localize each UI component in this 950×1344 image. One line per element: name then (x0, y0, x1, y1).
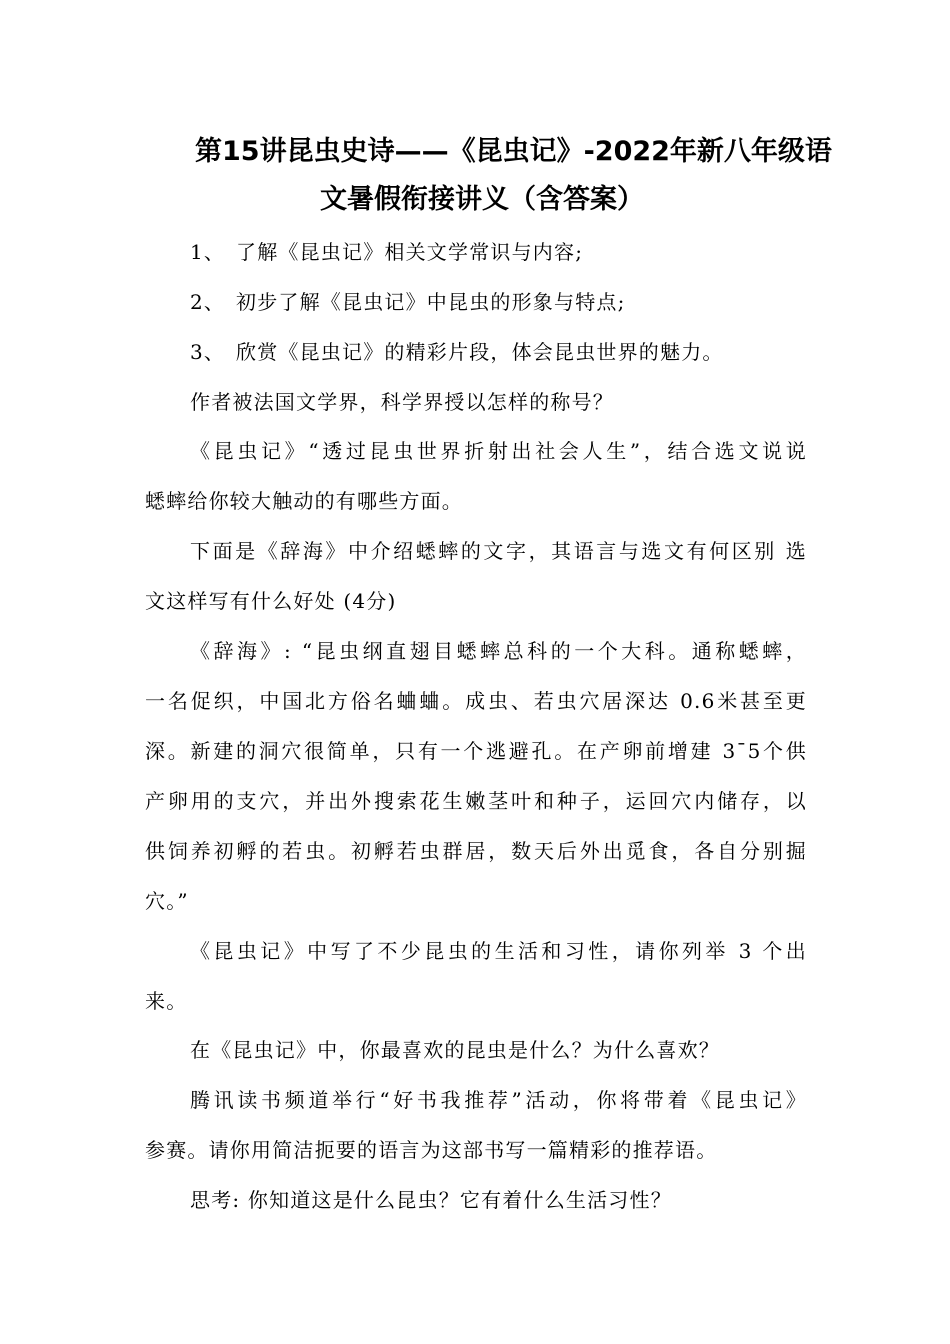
cihai-quote-line-6: 穴。” (145, 889, 189, 913)
question-6-line-2: 参赛。请你用简洁扼要的语言为这部书写一篇精彩的推荐语。 (145, 1138, 718, 1162)
question-1: 作者被法国文学界，科学界授以怎样的称号？ (190, 390, 614, 414)
question-3-line-1: 下面是《辞海》中介绍蟋蟀的文字，其语言与选文有何区别 选 (190, 539, 807, 563)
document-title-line-1: 第15讲昆虫史诗——《昆虫记》-2022年新八年级语 (195, 136, 832, 167)
objective-text: 欣赏《昆虫记》的精彩片段，体会昆虫世界的魅力。 (236, 340, 724, 364)
question-7: 思考: 你知道这是什么昆虫？它有着什么生活习性？ (190, 1188, 672, 1212)
question-2-line-1: 《昆虫记》“透过昆虫世界折射出社会人生”，结合选文说说 (190, 439, 807, 463)
document-title-line-2: 文暑假衔接讲义（含答案） (320, 184, 644, 215)
objective-text: 了解《昆虫记》相关文学常识与内容; (236, 240, 584, 264)
question-2-line-2: 蟋蟀给你较大触动的有哪些方面。 (145, 489, 463, 513)
objective-number: 1、 (190, 240, 226, 264)
cihai-quote-line-4: 产卵用的支穴，并出外搜索花生嫩茎叶和种子，运回穴内储存，以 (145, 789, 807, 813)
objective-text: 初步了解《昆虫记》中昆虫的形象与特点; (236, 290, 626, 314)
question-6-line-1: 腾讯读书频道举行“好书我推荐”活动，你将带着《昆虫记》 (190, 1088, 807, 1112)
objective-number: 2、 (190, 290, 226, 314)
objective-3 (190, 342, 852, 362)
objective-number: 3、 (190, 340, 226, 364)
objective-1 (190, 242, 852, 262)
cihai-quote-line-3: 深。新建的洞穴很简单，只有一个逃避孔。在产卵前增建 3¯5个供 (145, 739, 807, 763)
question-4-line-1: 《昆虫记》中写了不少昆虫的生活和习性，请你列举 3 个出 (190, 939, 807, 963)
cihai-quote-line-1: 《辞海》: “昆虫纲直翅目蟋蟀总科的一个大科。通称蟋蟀， (190, 639, 807, 663)
question-3-line-2: 文这样写有什么好处 (4分) (145, 589, 397, 613)
cihai-quote-line-2: 一名促织，中国北方俗名蛐蛐。成虫、若虫穴居深达 0.6米甚至更 (145, 689, 807, 713)
objective-2 (190, 292, 852, 312)
question-4-line-2: 来。 (145, 989, 188, 1013)
question-5: 在《昆虫记》中，你最喜欢的昆虫是什么？为什么喜欢？ (190, 1038, 720, 1062)
cihai-quote-line-5: 供饲养初孵的若虫。初孵若虫群居，数天后外出觅食，各自分别掘 (145, 839, 807, 863)
